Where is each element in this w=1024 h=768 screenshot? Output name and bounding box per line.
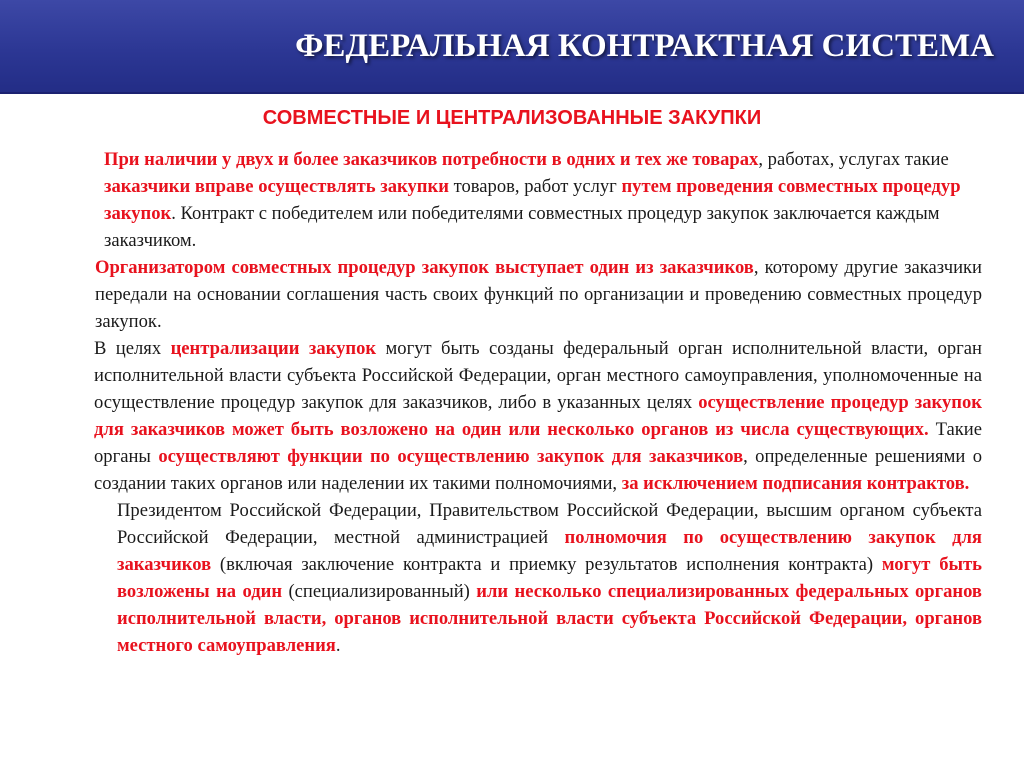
text: В целях xyxy=(94,338,171,359)
text: , работах, услугах такие xyxy=(758,149,949,170)
highlight: централизации закупок xyxy=(170,338,377,359)
highlight: полномочия по осуществлению закупок для заказчиков xyxy=(117,527,982,575)
header-title: ФЕДЕРАЛЬНАЯ КОНТРАКТНАЯ СИСТЕМА xyxy=(295,28,994,64)
highlight: заказчики вправе осуществлять закупки xyxy=(104,176,449,197)
text: Такие органы xyxy=(94,419,982,467)
highlight: При наличии у двух и более заказчиков потребности в одних и тех же товарах xyxy=(104,149,759,170)
paragraph-joint-purchases xyxy=(58,146,982,254)
paragraph-centralization xyxy=(58,335,982,497)
text: . xyxy=(335,635,341,656)
text: (включая заключение контракта и приемку результатов исполнения контракта) xyxy=(211,554,882,575)
highlight: Организатором совместных процедур закупок выступает один из заказчиков xyxy=(95,257,754,278)
slide-subtitle: СОВМЕСТНЫЕ И ЦЕНТРАЛИЗОВАННЫЕ ЗАКУПКИ xyxy=(262,107,762,129)
highlight: или несколько специализированных федеральных органов исполнительной власти, органов исполнительной власти субъекта Российской Федерации, органов местного самоуправления xyxy=(117,581,982,656)
highlight: осуществление процедур закупок для заказчиков может быть возложено на один или несколько органов из числа существующих. xyxy=(94,392,982,440)
text: , определенные решениями о создании таких органов или наделении их такими полномочиями, xyxy=(94,446,982,494)
text: (специализированный) xyxy=(282,581,477,602)
text: . Контракт с победителем или победителями совместных процедур закупок заключается каждым заказчиком. xyxy=(104,203,940,251)
header-bar xyxy=(0,0,1024,94)
slide-body xyxy=(58,146,982,659)
paragraph-organizer xyxy=(58,254,982,335)
highlight: могут быть возложены на один xyxy=(117,554,982,602)
text: , которому другие заказчики передали на основании соглашения часть своих функций по организации и проведению совместных процедур закупок. xyxy=(95,257,983,332)
text: товаров, работ услуг xyxy=(448,176,622,197)
highlight: путем проведения совместных процедур закупок xyxy=(104,176,961,224)
paragraph-authority xyxy=(58,497,982,659)
highlight: осуществляют функции по осуществлению закупок для заказчиков xyxy=(158,446,744,467)
text: могут быть созданы федеральный орган исполнительной власти, орган исполнительной власти субъекта Российской Федерации, орган местного самоуправления, уполномоченные на осуществление процедур закупок для заказчиков, либо в указанных целях xyxy=(94,338,982,413)
highlight: за исключением подписания контрактов. xyxy=(621,473,970,494)
text: Президентом Российской Федерации, Правительством Российской Федерации, высшим органом субъекта Российской Федерации, местной администрацией xyxy=(117,500,982,548)
